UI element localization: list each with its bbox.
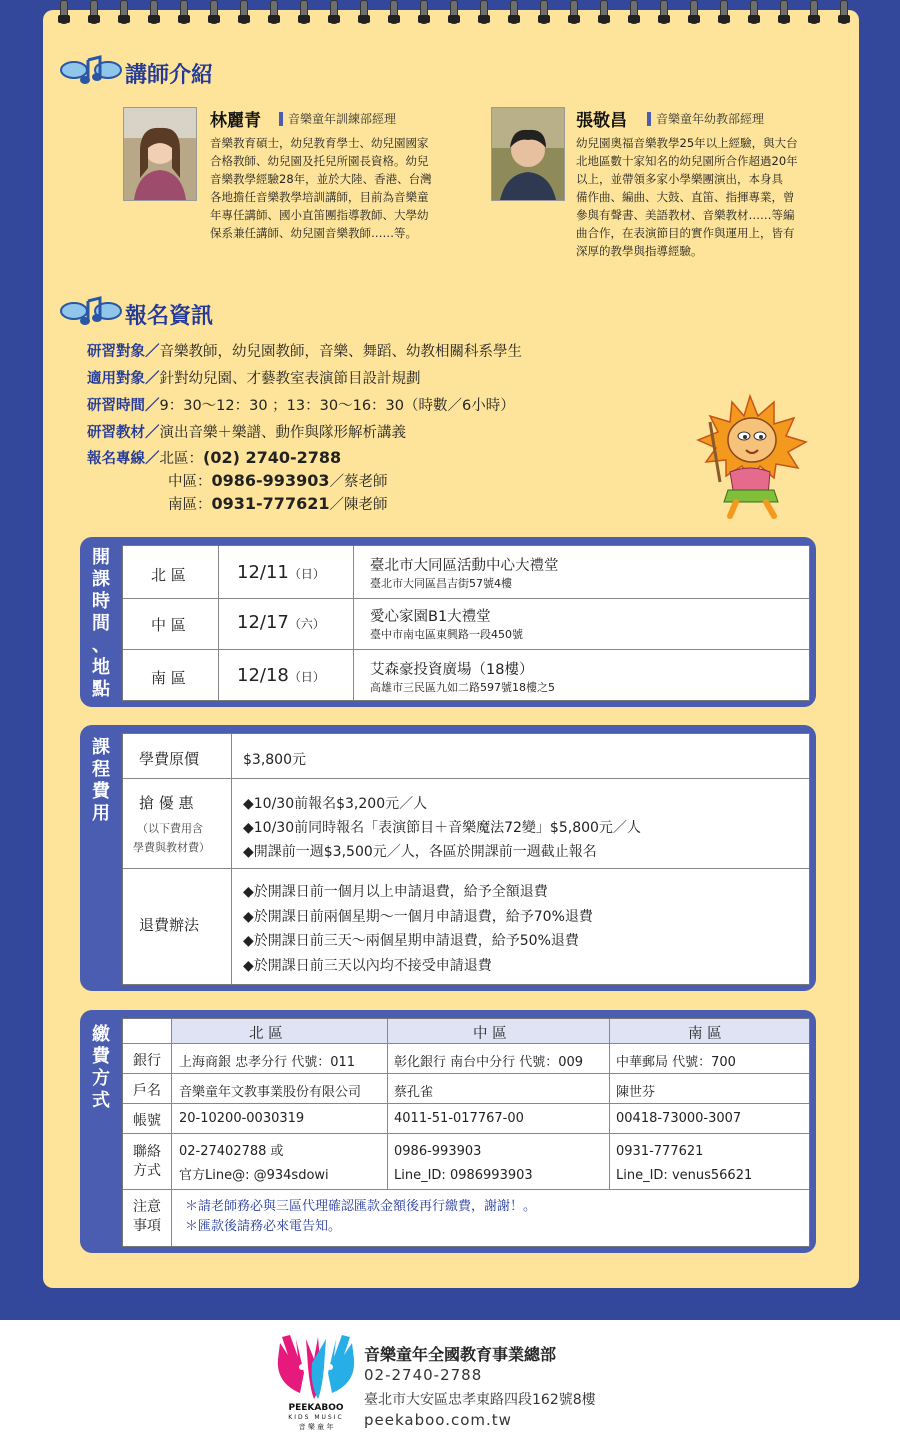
footer-address: 臺北市大安區忠孝東路四段162號8樓 — [364, 1392, 596, 1408]
logo-chinese: 音 樂 童 年 — [298, 1423, 334, 1431]
payment-header: 南 區 — [688, 1026, 722, 1042]
schedule-address: 臺中市南屯區東興路一段450號 — [370, 628, 523, 641]
peekaboo-logo — [274, 1333, 358, 1433]
fees-table — [122, 733, 810, 985]
info-material: 研習教材／演出音樂＋樂譜、動作與隊形解析講義 — [87, 425, 406, 441]
payment-cell: 彰化銀行 南台中分行 代號：009 — [394, 1055, 584, 1070]
payment-row-label: 銀行 — [133, 1053, 161, 1069]
payment-cell: 上海商銀 忠孝分行 代號：011 — [179, 1055, 356, 1070]
schedule-date: 12/11（日） — [237, 562, 325, 583]
payment-cell: 蔡孔雀 — [394, 1085, 434, 1100]
payment-cell: 中華郵局 代號：700 — [616, 1055, 736, 1070]
schedule-venue: 愛心家園B1大禮堂 — [370, 609, 491, 625]
hands-logo-icon — [274, 1333, 358, 1403]
schedule-region: 北 區 — [151, 566, 186, 584]
info-central-phone: 中區：0986-993903／蔡老師 — [168, 471, 388, 490]
instructors-title: 講師介紹 — [125, 63, 214, 88]
schedule-box — [80, 537, 816, 707]
info-applicable: 適用對象／針對幼兒園、才藝教室表演節目設計規劃 — [87, 371, 421, 387]
fee-refund-item: ◆於開課日前三天～兩個星期申請退費，給予50%退費 — [243, 933, 579, 949]
schedule-address: 臺北市大同區昌吉街57號4樓 — [370, 577, 512, 590]
payment-note: ＊請老師務必與三區代理確認匯款金額後再行繳費，謝謝！。 — [185, 1199, 537, 1214]
registration-title: 報名資訊 — [125, 304, 214, 329]
fee-refund-list — [243, 880, 593, 978]
schedule-date: 12/18（日） — [237, 665, 325, 686]
instructor-role-2: 音樂童年幼教部經理 — [647, 112, 764, 126]
schedule-address: 高雄市三民區九如二路597號18樓之5 — [370, 681, 555, 694]
payment-cell: 4011-51-017767-00 — [394, 1111, 524, 1126]
payment-row-label: 戶名 — [133, 1083, 161, 1099]
payment-notes-label: 注意 事項 — [133, 1199, 161, 1234]
payment-table — [122, 1018, 810, 1247]
payment-contact: 02-27402788 或 官方Line@: @934sdowi — [179, 1144, 329, 1183]
footer-phone: 02-2740-2788 — [364, 1366, 483, 1384]
schedule-region: 中 區 — [151, 616, 186, 634]
schedule-venue: 臺北市大同區活動中心大禮堂 — [370, 558, 559, 574]
instructor-name-1: 林麗青 — [210, 111, 261, 131]
info-south-phone: 南區：0931-777621／陳老師 — [168, 494, 388, 513]
fee-refund-item: ◆於開課日前三天以內均不接受申請退費 — [243, 957, 492, 974]
schedule-side-label: 開 課 時 間 、 地 點 — [92, 547, 110, 700]
payment-contact: 0931-777621 Line_ID: venus56621 — [616, 1144, 753, 1183]
payment-cell: 音樂童年文教事業股份有限公司 — [179, 1085, 362, 1100]
music-note-icon — [60, 295, 122, 327]
instructor-desc-1: 音樂教育碩士，幼兒教育學士、幼兒園國家 合格教師、幼兒園及托兒所園長資格。幼兒 音樂教學經驗28年，並於大陸、香港、台灣 各地擔任音樂教學培訓講師，目前為音樂童 年專任講師、國小直笛團指導教師、大學幼 保系兼任講師、幼兒園音樂教師……等。 — [210, 136, 432, 240]
payment-cell: 00418-73000-3007 — [616, 1111, 742, 1126]
fees-side-label: 課 程 費 用 — [92, 737, 110, 824]
fee-original-label: 學費原價 — [139, 750, 200, 768]
fee-refund-item: ◆於開課日前一個月以上申請退費，給予全額退費 — [243, 884, 548, 900]
instructor-role-1: 音樂童年訓練部經理 — [279, 112, 396, 126]
payment-contact: 0986-993903 Line_ID: 0986993903 — [394, 1144, 533, 1183]
fee-discount-list — [243, 792, 641, 864]
music-note-icon — [60, 54, 122, 86]
info-time: 研習時間／9：30～12：30 ；13：30～16：30（時數／6小時） — [87, 398, 515, 414]
payment-header: 北 區 — [249, 1026, 283, 1042]
schedule-date: 12/17（六） — [237, 612, 325, 633]
payment-row-label: 帳號 — [133, 1113, 161, 1129]
payment-contact-label: 聯絡 方式 — [133, 1144, 161, 1179]
logo-text: PEEKABOO — [288, 1403, 344, 1413]
schedule-table — [122, 545, 810, 701]
info-hotline: 報名專線／北區：(02) 2740-2788 — [87, 448, 342, 467]
fee-discount-item: ◆10/30前同時報名「表演節目＋音樂魔法72變」$5,800元／人 — [243, 820, 641, 836]
schedule-region: 南 區 — [151, 669, 186, 687]
payment-cell: 陳世芬 — [616, 1085, 656, 1100]
payment-box — [80, 1010, 816, 1253]
logo-subtext: KIDS MUSIC — [288, 1414, 344, 1421]
fee-discount-item: ◆10/30前報名$3,200元／人 — [243, 796, 428, 812]
instructor-desc-2: 幼兒園奧福音樂教學25年以上經驗，與大台 北地區數十家知名的幼兒園所合作超過20年 以上，並帶領多家小學樂團演出，本身具 備作曲、編曲、大鼓、直笛、指揮專業，曾 參與有聲書、美語教材、音樂教材……等編 曲合作，在表演節目的實作與運用上，皆有 深厚的教學與指導經驗。 — [576, 136, 798, 258]
footer-org: 音樂童年全國教育事業總部 — [364, 1345, 557, 1364]
fee-discount-item: ◆開課前一週$3,500元／人，各區於開課前一週截止報名 — [243, 844, 597, 860]
fees-box — [80, 725, 816, 991]
lion-mascot-illustration — [690, 392, 810, 522]
spiral-binding — [60, 0, 850, 24]
instructor-name-2: 張敬昌 — [576, 111, 627, 131]
schedule-venue: 艾森豪投資廣場（18樓） — [370, 662, 534, 678]
footer-website[interactable]: peekaboo.com.tw — [364, 1411, 512, 1429]
fee-refund-label: 退費辦法 — [139, 916, 200, 934]
payment-notes — [185, 1197, 536, 1237]
fee-discount-label: 搶 優 惠 — [139, 794, 194, 812]
instructor-photo-1 — [123, 107, 197, 201]
payment-cell: 20-10200-0030319 — [179, 1111, 305, 1126]
instructor-photo-2 — [491, 107, 565, 201]
fee-original-value: $3,800元 — [243, 752, 306, 768]
info-target: 研習對象／音樂教師，幼兒園教師，音樂、舞蹈、幼教相關科系學生 — [87, 344, 522, 360]
payment-note: ＊匯款後請務必來電告知。 — [185, 1219, 342, 1234]
payment-side-label: 繳 費 方 式 — [92, 1024, 110, 1111]
fee-discount-note: （以下費用含 學費與教材費） — [133, 822, 210, 854]
fee-refund-item: ◆於開課日前兩個星期～一個月申請退費，給予70%退費 — [243, 908, 593, 925]
payment-header: 中 區 — [473, 1026, 507, 1042]
